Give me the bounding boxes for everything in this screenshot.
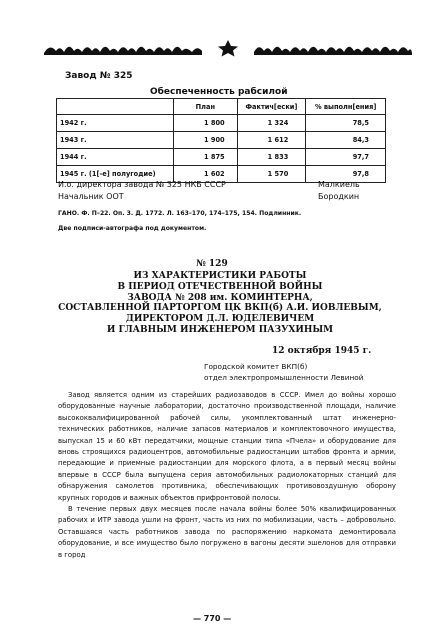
ornament-right-icon — [254, 47, 412, 55]
document-body — [58, 390, 396, 561]
document-number: № 129 — [196, 259, 228, 269]
heading-line: СОСТАВЛЕННОЙ ПАРТОРГОМ ЦК ВКП(б) А.И. ИОВЛЕВЫМ, — [58, 303, 382, 314]
table-cell-year: 1942 г. — [57, 115, 174, 132]
signature-role: Начальник ООТ — [58, 192, 124, 201]
signature-role: И.о. директора завода № 325 НКБ СССР — [58, 180, 226, 189]
addressee-line: отдел электропромышленности Левиной — [204, 373, 364, 383]
table-cell-year: 1945 г. (1[-е] полугодие) — [57, 166, 174, 183]
table-header-cell: Фактич[ески] — [237, 99, 306, 115]
plant-title: Завод № 325 — [65, 71, 133, 81]
page-number: — 770 — — [193, 614, 232, 623]
table-cell-plan: 1 800 — [174, 115, 238, 132]
document-date: 12 октября 1945 г. — [272, 346, 372, 356]
table-cell-percent: 84,3 — [306, 132, 386, 149]
heading-line: ДИРЕКТОРОМ Д.Л. ЮДЕЛЕВИЧЕМ — [125, 314, 315, 325]
table-header-cell — [57, 99, 174, 115]
signature-name: Бородкин — [318, 192, 360, 201]
workforce-table — [56, 98, 386, 183]
table-cell-plan: 1 875 — [174, 149, 238, 166]
ornament-left-icon — [44, 47, 202, 55]
signature-note: Две подписи-автографа под документом. — [58, 225, 207, 232]
table-cell-percent: 97,8 — [306, 166, 386, 183]
table-cell-actual: 1 570 — [237, 166, 306, 183]
table-row — [57, 115, 386, 132]
body-paragraph: Завод является одним из старейших радиозаводов в СССР. Имел до войны хорошо оборудованные научные лаборатории, достаточно производственной площади, наличие высококвалифицированной рабочей силы, укомплектованный штат инженерно-технических работников, наличие запасов материалов и комплектовочного имущества, выпускал 15 и 60 кВт передатчики, мощные станции типа «Пчела» и оборудование для вновь строящихся радиоцентров, автомобильные радиостанции штабов фронта и армии, передающие и приемные радиостанции для морского флота, а в первый месяц войны впервые в СССР была выпущена серия автомобильных радиолокаторных станций для обнаружения самолетов противника, обеспечивающих противовоздушную оборону крупных городов и важных объектов прифронтовой полосы. — [58, 391, 396, 502]
table-cell-year: 1944 г. — [57, 149, 174, 166]
table-cell-percent: 97,7 — [306, 149, 386, 166]
table-title: Обеспеченность рабсилой — [150, 87, 288, 97]
addressee-line: Городской комитет ВКП(б) — [204, 362, 308, 371]
archive-reference: ГАНО. Ф. П–22. Оп. 3. Д. 1772. Л. 163–170, 174–175, 154. Подлинник. — [58, 210, 302, 217]
table-cell-percent: 78,5 — [306, 115, 386, 132]
star-icon — [218, 40, 238, 57]
ornamental-header-band — [42, 39, 414, 57]
heading-line: ИЗ ХАРАКТЕРИСТИКИ РАБОТЫ — [133, 271, 307, 281]
table-header-cell: % выполн[ения] — [306, 99, 386, 115]
table-cell-actual: 1 833 — [237, 149, 306, 166]
table-header-cell: План — [174, 99, 238, 115]
table-cell-actual: 1 324 — [237, 115, 306, 132]
table-cell-plan: 1 602 — [174, 166, 238, 183]
table-cell-year: 1943 г. — [57, 132, 174, 149]
table-row — [57, 132, 386, 149]
heading-line: И ГЛАВНЫМ ИНЖЕНЕРОМ ПАЗУХИНЫМ — [106, 324, 334, 335]
table-header-row — [57, 99, 386, 115]
signature-name: Малкиель — [318, 180, 360, 189]
document-heading — [50, 271, 390, 336]
table-row — [57, 149, 386, 166]
addressee — [204, 361, 363, 383]
table-cell-plan: 1 900 — [174, 132, 238, 149]
table-cell-actual: 1 612 — [237, 132, 306, 149]
heading-line: ЗАВОДА № 208 им. КОМИНТЕРНА, — [127, 292, 313, 303]
heading-line: В ПЕРИОД ОТЕЧЕСТВЕННОЙ ВОЙНЫ — [117, 281, 323, 292]
body-paragraph: В течение первых двух месяцев после начала войны более 50% квалифицированных рабочих и ИТР завода ушли на фронт, часть из них по мобилизации, часть – добровольно. Оставшаяся часть работников завода по распоряжению наркомата демонтировала оборудование, и все имущество было погружено в вагоны десяти эшелонов для отправки в город — [58, 505, 396, 559]
